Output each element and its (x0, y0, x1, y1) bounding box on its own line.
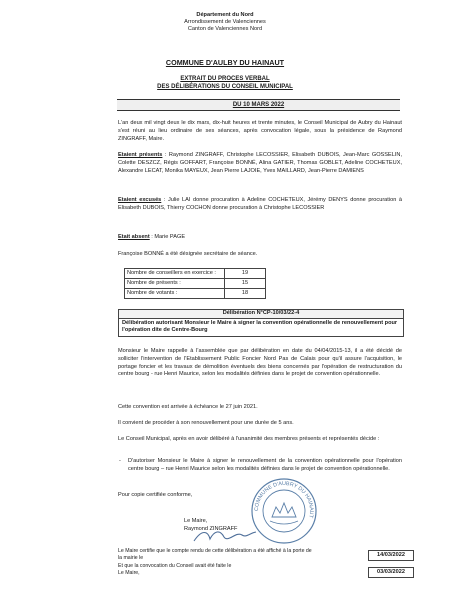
commune-title: COMMUNE D'AULBY DU HAINAUT (165, 58, 285, 67)
convocation-date-box: 03/03/2022 (368, 567, 414, 578)
display-date-box: 14/03/2022 (368, 550, 414, 561)
footer-convocation-text: Et que la convocation du Conseil avait été faite le (118, 562, 232, 569)
excuses-list: : Julie LAI donne procuration à Adeline COCHETEUX, Jérémy DENYS donne procuration à Elisabeth DUBOIS, Thierry COCHON donne procuration à Christophe LECOSSIER (118, 197, 402, 211)
extrait-line-2: DES DÉLIBÉRATIONS DU CONSEIL MUNICIPAL (157, 84, 293, 90)
body-paragraph-1: Monsieur le Maire rappelle à l'assemblée que par délibération en date du 04/04/2015-13, il a été décidé de solliciter l'intervention de l'Etablissement Public Foncier Nord Pas de Calais pour qu'il assure l'acquisition, le portage foncier et les travaux de démolition éventuels des biens concernés par l'opération de restructuration du centre bourg - rue Henri Maurice, selon les modalités définies dans le projet de convention opérationnelle. (118, 348, 402, 378)
footer-mayor: Le Maire, (118, 570, 140, 577)
session-date-banner (117, 99, 400, 111)
body-paragraph-2: Cette convention est arrivée à échéance le 27 juin 2021. (118, 404, 258, 410)
absent-label: Etait absent (118, 234, 150, 240)
excuses-label: Etaient excusés (118, 197, 162, 203)
arrondissement-line: Arrondissement de Valenciennes (184, 19, 266, 26)
body-paragraph-3: Il convient de procéder à son renouvellement pour une durée de 5 ans. (118, 420, 294, 426)
body-paragraph-4: Le Conseil Municipal, après en avoir délibéré à l'unanimité des membres présents et représentés décide : (118, 436, 380, 442)
table-row (125, 289, 266, 299)
intro-paragraph: L'an deux mil vingt deux le dix mars, dix-huit heures et trente minutes, le Conseil Municipal de Aubry du Hainaut s'est réuni au lieu ordinaire de ses séances, après convocation légale, sous la présidence de Raymond ZINGRAFF, Maire. (118, 120, 402, 142)
count-value: 15 (225, 279, 266, 289)
table-row (125, 279, 266, 289)
table-row (125, 269, 266, 279)
count-value: 19 (225, 269, 266, 279)
count-value: 18 (225, 289, 266, 299)
canton-line: Canton de Valenciennes Nord (187, 26, 263, 33)
handwritten-signature (190, 527, 260, 545)
count-label: Nombre de conseillers en exercice : (125, 269, 225, 279)
department-line: Département du Nord (196, 12, 254, 18)
presents-paragraph (118, 152, 402, 175)
mayor-title: Le Maire, (184, 518, 208, 524)
footer-display-text: Le Maire certifie que le compte rendu de cette délibération a été affiché à la porte de la mairie le (118, 548, 312, 562)
extrait-line-1: EXTRAIT DU PROCES VERBAL (180, 76, 270, 82)
deliberation-object: Délibération autorisant Monsieur le Maire à signer la convention opérationnelle de renouvellement pour l'opération dite de Centre-Bourg (122, 319, 398, 334)
administrative-header (170, 12, 280, 34)
absent-paragraph (118, 234, 402, 242)
presents-label: Etaient présents (118, 152, 163, 158)
mayor-name: Raymond ZINGRAFF (184, 525, 238, 532)
deliberation-number: Délibération N°CP-10/03/22-4 (119, 310, 403, 319)
secretary-line: Françoise BONNÉ a été désignée secrétaire de séance. (118, 251, 258, 257)
presents-list: : Raymond ZINGRAFF, Christophe LECOSSIER, Elisabeth DUBOIS, Jean-Marc GOSSELIN, Colette DESZCZ, Régis GOFFART, Françoise BONNÉ, Alina GATIER, Thomas GOBLET, Adeline COCHETEUX, Alexandre LECAT, Monika MAYEUX, Jean Pierre LAJOIE, Yves MAILLARD, Jean-Pierre DAMIENS (118, 152, 403, 174)
deliberation-box (118, 309, 404, 337)
bullet-dash: - (119, 458, 121, 464)
excuses-paragraph (118, 197, 402, 213)
absent-list: : Marie PAGE (149, 234, 186, 240)
decision-bullet (119, 458, 402, 474)
certification-line: Pour copie certifiée conforme, (118, 492, 193, 498)
footer-certification (118, 548, 314, 578)
extrait-heading (0, 75, 450, 91)
session-date: DU 10 MARS 2022 (232, 102, 285, 108)
commune-seal-stamp (250, 477, 318, 545)
decision-text: D'autoriser Monsieur le Maire à signer le renouvellement de la convention opérationnelle pour l'opération centre bourg – rue Henri Maurice selon les modalités définies dans le projet de convention opérationnelle. (128, 458, 402, 472)
member-counts-table (124, 268, 266, 299)
count-label: Nombre de présents : (125, 279, 225, 289)
count-label: Nombre de votants : (125, 289, 225, 299)
svg-text:COMMUNE D'AUBRY DU HAINAUT: COMMUNE D'AUBRY DU HAINAUT (253, 480, 315, 519)
